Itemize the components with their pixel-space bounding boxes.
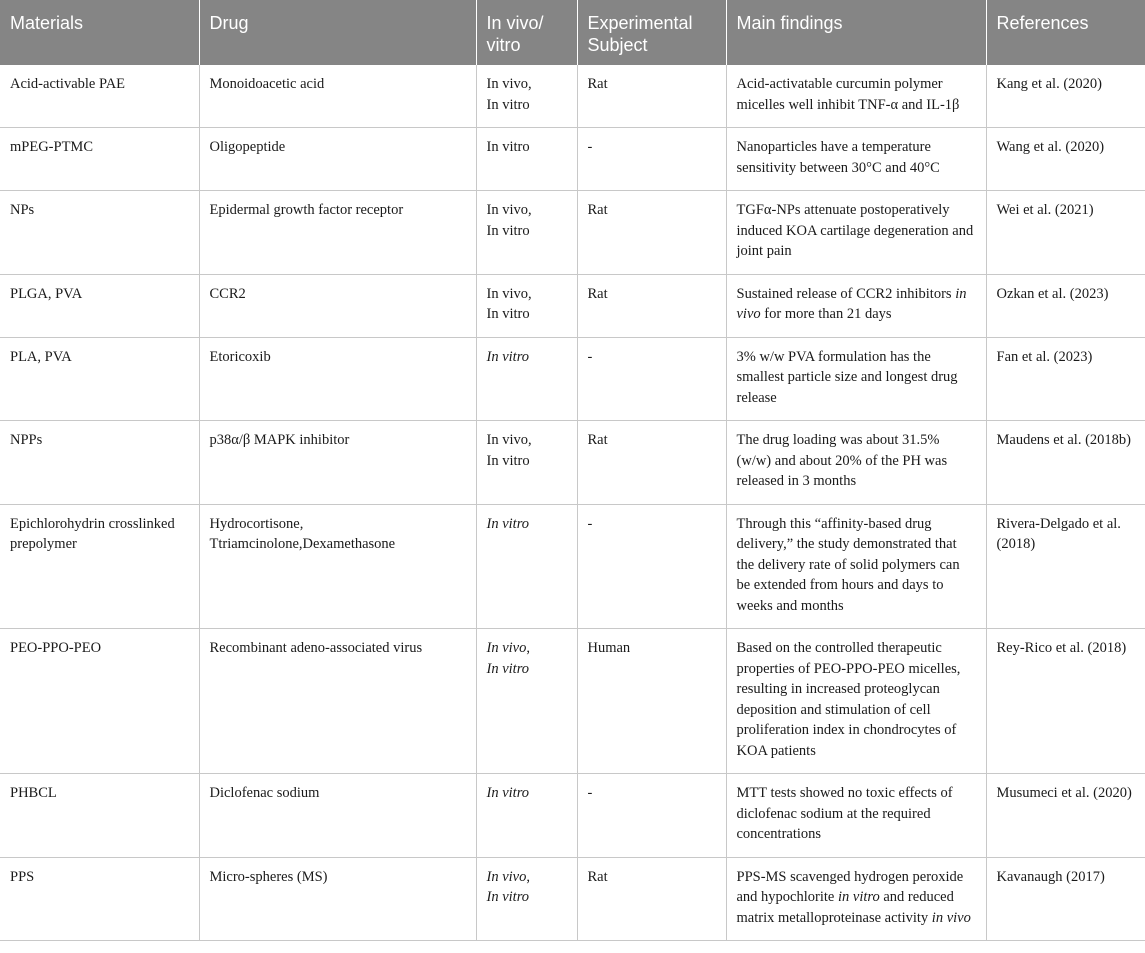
- cell-main-findings: [726, 65, 986, 128]
- vivo-text: In vitro: [486, 222, 530, 239]
- table-row: [0, 421, 1145, 505]
- vivo-text: In vivo,: [486, 432, 532, 448]
- vivo-text: In vivo: [486, 640, 527, 656]
- vivo-line: [487, 867, 567, 888]
- cell-main-findings: [726, 128, 986, 191]
- vivo-line: [487, 430, 567, 451]
- cell-main-findings: [726, 629, 986, 774]
- vivo-line: [487, 887, 567, 908]
- table-row: [0, 857, 1145, 941]
- cell-references: Ozkan et al. (2023): [986, 274, 1145, 337]
- cell-main-findings: [726, 191, 986, 275]
- cell-main-findings-text: Acid-activatable curcumin polymer micelles well inhibit TNF-α and IL-1β: [736, 76, 960, 113]
- cell-main-findings-text: in vivo: [736, 285, 967, 322]
- table-row: [0, 337, 1145, 421]
- table-row: [0, 274, 1145, 337]
- cell-experimental-subject: -: [577, 504, 726, 629]
- cell-materials: PHBCL: [0, 774, 199, 858]
- header-main-findings: Main findings: [726, 0, 986, 65]
- cell-drug: CCR2: [199, 274, 476, 337]
- vivo-text: In vitro: [486, 348, 530, 365]
- vivo-line: [487, 659, 567, 680]
- cell-materials: PLA, PVA: [0, 337, 199, 421]
- cell-main-findings-text: in vivo: [931, 909, 971, 926]
- cell-materials: NPPs: [0, 421, 199, 505]
- vivo-text: In vitro: [486, 889, 530, 905]
- cell-drug: Etoricoxib: [199, 337, 476, 421]
- vivo-text: In vitro: [486, 306, 530, 322]
- cell-experimental-subject: Rat: [577, 191, 726, 275]
- vivo-text: In vitro: [486, 139, 530, 155]
- vivo-line: [487, 221, 567, 242]
- vivo-line: [487, 284, 567, 305]
- cell-in-vivo-vitro: [476, 128, 577, 191]
- cell-drug: Recombinant adeno-associated virus: [199, 629, 476, 774]
- vivo-line: [487, 783, 567, 804]
- vivo-text: In vitro: [486, 660, 530, 677]
- cell-in-vivo-vitro: [476, 65, 577, 128]
- cell-main-findings: [726, 504, 986, 629]
- header-in-vivo-vitro: In vivo/ vitro: [476, 0, 577, 65]
- cell-experimental-subject: Rat: [577, 857, 726, 941]
- cell-main-findings-text: for more than 21 days: [760, 306, 892, 322]
- table-row: [0, 65, 1145, 128]
- vivo-line: [487, 95, 567, 116]
- table-row: [0, 504, 1145, 629]
- cell-experimental-subject: -: [577, 337, 726, 421]
- cell-main-findings: [726, 774, 986, 858]
- vivo-text: In vitro: [486, 96, 530, 113]
- cell-main-findings-text: and reduced matrix metalloproteinase activity: [736, 889, 954, 926]
- cell-materials: PLGA, PVA: [0, 274, 199, 337]
- cell-references: Fan et al. (2023): [986, 337, 1145, 421]
- vivo-text: In vitro: [486, 515, 530, 532]
- vivo-text: In vivo,: [486, 76, 532, 92]
- cell-main-findings-text: Sustained release of CCR2 inhibitors: [736, 285, 956, 302]
- header-experimental-subject: Experimental Subject: [577, 0, 726, 65]
- cell-in-vivo-vitro: [476, 337, 577, 421]
- cell-references: Wei et al. (2021): [986, 191, 1145, 275]
- cell-references: Musumeci et al. (2020): [986, 774, 1145, 858]
- vivo-text: In vivo: [486, 868, 527, 885]
- cell-references: Wang et al. (2020): [986, 128, 1145, 191]
- cell-in-vivo-vitro: [476, 857, 577, 941]
- cell-drug: p38α/β MAPK inhibitor: [199, 421, 476, 505]
- header-drug: Drug: [199, 0, 476, 65]
- cell-references: Rivera-Delgado et al. (2018): [986, 504, 1145, 629]
- cell-materials: PPS: [0, 857, 199, 941]
- cell-drug: Monoidoacetic acid: [199, 65, 476, 128]
- cell-in-vivo-vitro: [476, 421, 577, 505]
- table-row: [0, 774, 1145, 858]
- vivo-text: In vivo,: [486, 285, 532, 302]
- table-row: [0, 191, 1145, 275]
- cell-experimental-subject: Rat: [577, 421, 726, 505]
- vivo-text: ,: [526, 640, 530, 656]
- cell-main-findings: [726, 337, 986, 421]
- vivo-line: [487, 451, 567, 472]
- cell-experimental-subject: Human: [577, 629, 726, 774]
- cell-experimental-subject: -: [577, 128, 726, 191]
- cell-main-findings-text: PPS-MS scavenged hydrogen peroxide and hypochlorite: [736, 868, 964, 905]
- vivo-line: [487, 304, 567, 325]
- cell-drug: Epidermal growth factor receptor: [199, 191, 476, 275]
- cell-materials: mPEG-PTMC: [0, 128, 199, 191]
- cell-main-findings-text: Nanoparticles have a temperature sensitivity between 30°C and 40°C: [736, 139, 940, 176]
- header-materials: Materials: [0, 0, 199, 65]
- cell-in-vivo-vitro: [476, 274, 577, 337]
- cell-drug: Oligopeptide: [199, 128, 476, 191]
- cell-main-findings-text: Through this “affinity-based drug delivery,” the study demonstrated that the delivery rate of solid polymers can be extended from hours and days to weeks and months: [736, 515, 960, 614]
- vivo-text: In vivo,: [486, 202, 532, 218]
- vivo-line: [487, 347, 567, 368]
- vivo-line: [487, 137, 567, 158]
- cell-references: Kavanaugh (2017): [986, 857, 1145, 941]
- cell-main-findings-text: Based on the controlled therapeutic properties of PEO-PPO-PEO micelles, resulting in increased proteoglycan deposition and stimulation of cell proliferation index in chondrocytes of KOA patients: [736, 640, 961, 759]
- cell-main-findings: [726, 421, 986, 505]
- cell-experimental-subject: Rat: [577, 65, 726, 128]
- cell-main-findings-text: in vitro: [837, 889, 880, 905]
- vivo-line: [487, 514, 567, 535]
- cell-in-vivo-vitro: [476, 504, 577, 629]
- cell-drug: Diclofenac sodium: [199, 774, 476, 858]
- cell-references: Rey-Rico et al. (2018): [986, 629, 1145, 774]
- cell-experimental-subject: -: [577, 774, 726, 858]
- cell-materials: Acid-activable PAE: [0, 65, 199, 128]
- cell-experimental-subject: Rat: [577, 274, 726, 337]
- cell-main-findings-text: 3% w/w PVA formulation has the smallest particle size and longest drug release: [736, 348, 958, 406]
- vivo-line: [487, 638, 567, 659]
- header-references: References: [986, 0, 1145, 65]
- cell-drug: Micro-spheres (MS): [199, 857, 476, 941]
- cell-references: Kang et al. (2020): [986, 65, 1145, 128]
- cell-drug: Hydrocortisone, Ttriamcinolone,Dexamethasone: [199, 504, 476, 629]
- vivo-line: [487, 74, 567, 95]
- cell-main-findings-text: TGFα-NPs attenuate postoperatively induced KOA cartilage degeneration and joint pain: [736, 202, 974, 259]
- table-row: [0, 629, 1145, 774]
- vivo-text: In vitro: [486, 452, 530, 469]
- cell-references: Maudens et al. (2018b): [986, 421, 1145, 505]
- table-row: [0, 128, 1145, 191]
- cell-main-findings-text: MTT tests showed no toxic effects of diclofenac sodium at the required concentrations: [736, 785, 953, 842]
- cell-main-findings-text: The drug loading was about 31.5% (w/w) and about 20% of the PH was released in 3 months: [736, 432, 948, 489]
- vivo-line: [487, 200, 567, 221]
- cell-main-findings: [726, 857, 986, 941]
- cell-in-vivo-vitro: [476, 774, 577, 858]
- cell-in-vivo-vitro: [476, 629, 577, 774]
- cell-materials: PEO-PPO-PEO: [0, 629, 199, 774]
- vivo-text: In vitro: [486, 785, 530, 801]
- table-body: [0, 65, 1145, 941]
- cell-materials: NPs: [0, 191, 199, 275]
- cell-materials: Epichlorohydrin crosslinked prepolymer: [0, 504, 199, 629]
- cell-main-findings: [726, 274, 986, 337]
- cell-in-vivo-vitro: [476, 191, 577, 275]
- header-row: [0, 0, 1145, 65]
- vivo-text: ,: [526, 868, 530, 885]
